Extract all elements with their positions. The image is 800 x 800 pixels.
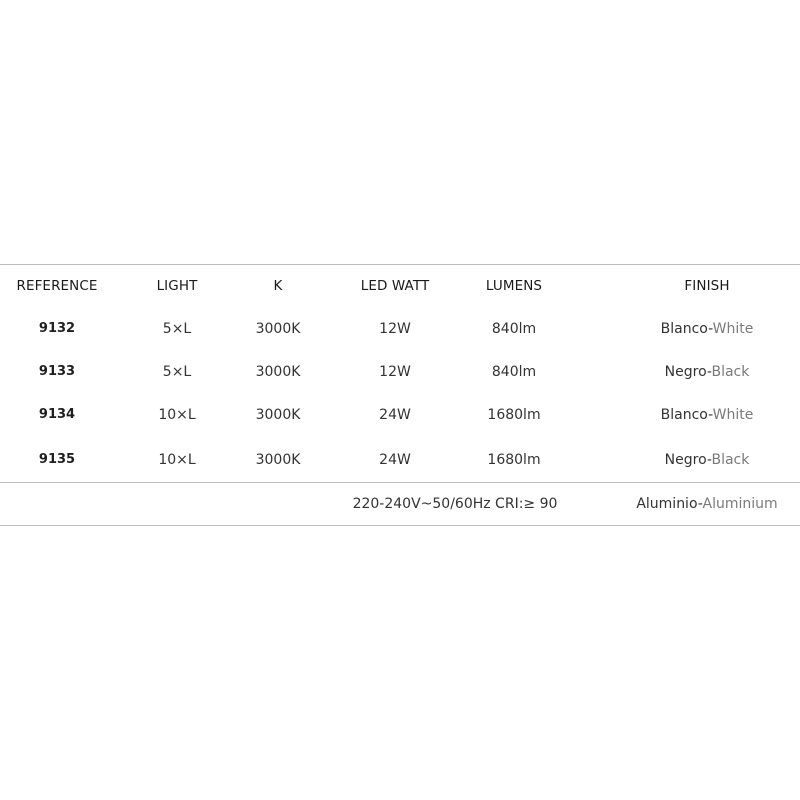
header-light: LIGHT [156, 278, 198, 294]
finish-spanish: Negro [664, 364, 707, 380]
row-light: 10×L [158, 452, 196, 468]
row-reference: 9134 [38, 407, 76, 422]
finish-spanish: Blanco [660, 321, 709, 337]
finish-english: Black [711, 452, 750, 468]
row-k: 3000K [255, 452, 301, 468]
material-english: Aluminium [702, 496, 778, 512]
row-finish [665, 363, 750, 381]
header-led-watt: LED WATT [360, 278, 430, 294]
row-reference: 9133 [38, 364, 76, 379]
finish-separator: - [706, 452, 712, 468]
finish-english: White [712, 321, 754, 337]
finish-spanish: Negro [664, 452, 707, 468]
row-reference: 9132 [38, 321, 76, 336]
header-lumens: LUMENS [485, 278, 543, 294]
row-finish [661, 406, 754, 424]
finish-separator: - [706, 364, 712, 380]
header-k: K [273, 278, 283, 294]
header-finish: FINISH [684, 278, 730, 294]
header-reference: REFERENCE [16, 278, 98, 294]
table-bottom-rule [0, 525, 800, 526]
row-led-watt: 24W [379, 452, 411, 468]
row-finish [661, 320, 754, 338]
electrical-spec: 220-240V~50/60Hz CRI:≥ 90 [352, 496, 558, 512]
material-spec [636, 495, 777, 513]
row-k: 3000K [255, 321, 301, 337]
finish-separator: - [708, 407, 713, 423]
row-light: 5×L [162, 321, 192, 337]
table-footer-rule [0, 482, 800, 483]
row-lumens: 840lm [491, 321, 537, 337]
spec-table [0, 264, 800, 526]
row-finish [665, 451, 750, 469]
finish-separator: - [708, 321, 713, 337]
finish-english: White [712, 407, 754, 423]
row-led-watt: 24W [379, 407, 411, 423]
row-led-watt: 12W [379, 321, 411, 337]
row-lumens: 1680lm [487, 452, 541, 468]
row-lumens: 840lm [491, 364, 537, 380]
row-k: 3000K [255, 364, 301, 380]
finish-english: Black [711, 364, 750, 380]
material-spanish: Aluminio [636, 496, 698, 512]
table-top-rule [0, 264, 800, 265]
row-lumens: 1680lm [487, 407, 541, 423]
row-reference: 9135 [38, 452, 76, 467]
row-light: 10×L [158, 407, 196, 423]
row-k: 3000K [255, 407, 301, 423]
finish-spanish: Blanco [660, 407, 709, 423]
row-light: 5×L [162, 364, 192, 380]
row-led-watt: 12W [379, 364, 411, 380]
material-separator: - [697, 496, 703, 512]
